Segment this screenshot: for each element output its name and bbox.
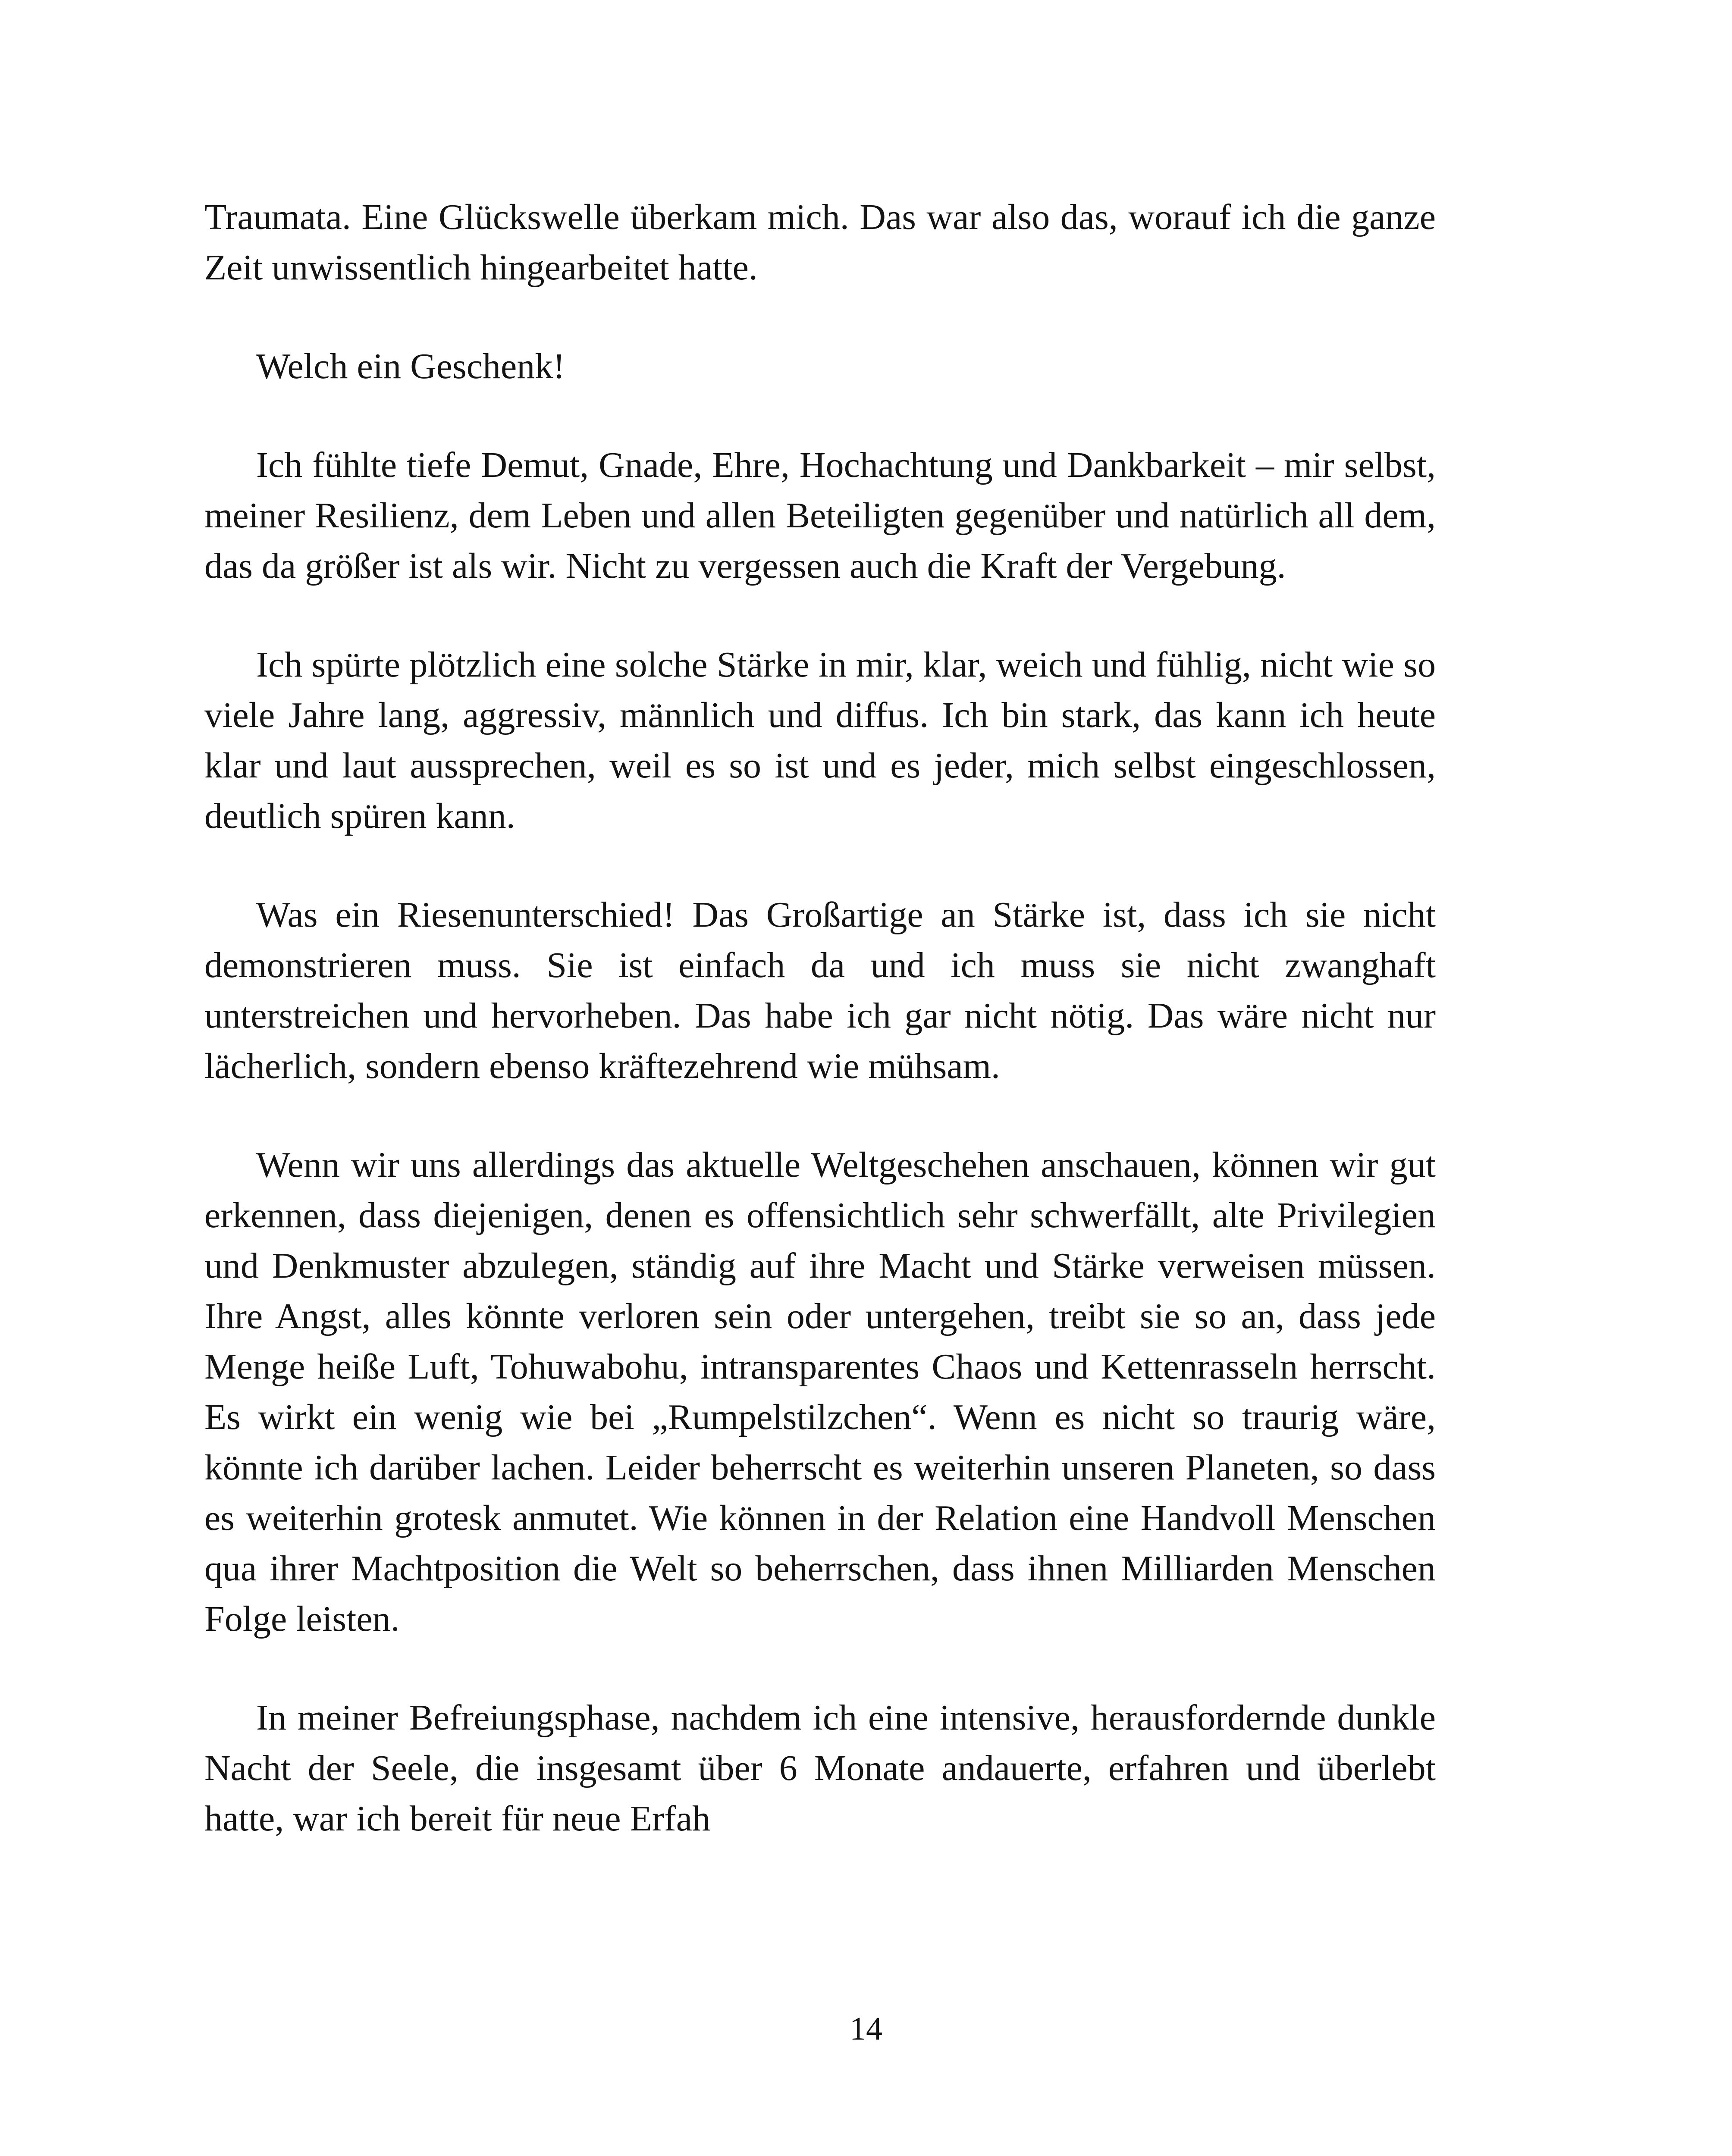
paragraph: Traumata. Eine Glückswelle überkam mich. Das war also das, worauf ich die ganze Zeit unwissentlich hingearbeitet hatte. [204,197,1436,288]
paragraph: In meiner Befreiungsphase, nachdem ich eine intensive, herausfordernde dunkle Nacht der Seele, die insgesamt über 6 Monate andauerte, erfahren und überlebt hatte, war ich bereit für neue Erfah [204,1698,1436,1839]
paragraph: Wenn wir uns allerdings das aktuelle Weltgeschehen anschauen, können wir gut erkennen, dass diejenigen, denen es offensichtlich sehr schwerfällt, alte Privilegien und Denkmuster abzulegen, ständig auf ihre Macht und Stärke verweisen müssen. Ihre Angst, alles könnte verloren sein oder untergehen, treibt sie so an, dass jede Menge heiße Luft, Tohuwabohu, intransparentes Chaos und Kettenrasseln herrscht. Es wirkt ein wenig wie bei „Rumpelstilzchen“. Wenn es nicht so traurig wäre, könnte ich darüber lachen. Leider beherrscht es weiterhin unseren Planeten, so dass es weiterhin grotesk anmutet. Wie können in der Relation eine Handvoll Menschen qua ihrer Machtposition die Welt so beherrschen, dass ihnen Milliarden Menschen Folge leisten. [204,1145,1436,1639]
body-text [204,192,1436,1844]
paragraph: Welch ein Geschenk! [256,346,565,386]
paragraph: Was ein Riesenunterschied! Das Großartige an Stärke ist, dass ich sie nicht demonstrieren muss. Sie ist einfach da und ich muss sie nicht zwanghaft unterstreichen und hervorheben. Das habe ich gar nicht nötig. Das wäre nicht nur lächerlich, sondern ebenso kräftezehrend wie mühsam. [204,895,1436,1086]
paragraph: Ich spürte plötzlich eine solche Stärke in mir, klar, weich und fühlig, nicht wie so viele Jahre lang, aggressiv, männlich und diffus. Ich bin stark, das kann ich heute klar und laut aussprechen, weil es so ist und es jeder, mich selbst eingeschlossen, deutlich spüren kann. [204,645,1436,836]
page-number: 14 [850,2011,882,2047]
paragraph: Ich fühlte tiefe Demut, Gnade, Ehre, Hochachtung und Dankbarkeit – mir selbst, meiner Resilienz, dem Leben und allen Beteiligten gegenüber und natürlich all dem, das da größer ist als wir. Nicht zu vergessen auch die Kraft der Vergebung. [204,445,1436,586]
